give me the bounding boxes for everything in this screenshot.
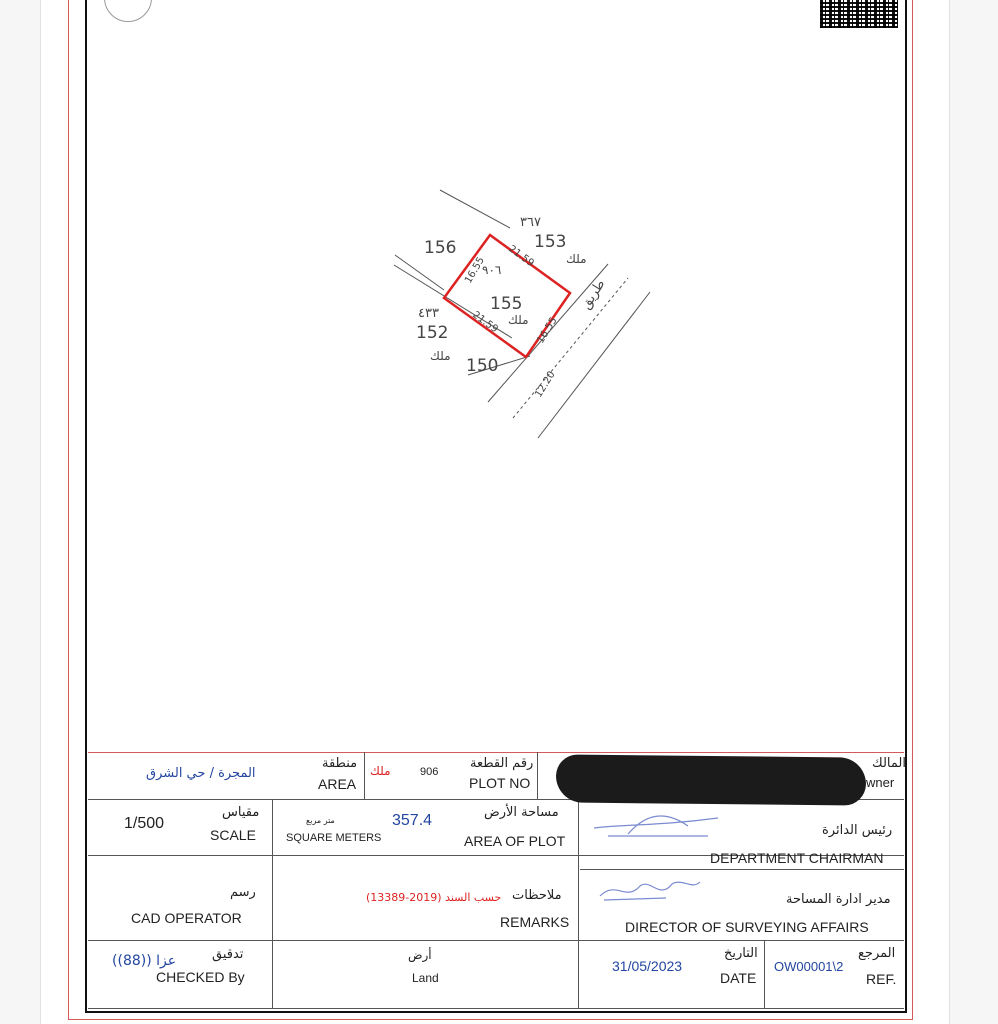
dept-chairman-label-ar: رئيس الدائرة [822,823,893,838]
col-divider [364,752,365,799]
checked-label-ar: تدقيق [212,947,244,962]
scale-label-en: SCALE [210,827,256,843]
date-label-en: DATE [720,970,757,986]
road-centre-line [513,278,628,418]
dim-top: 21.59 [506,243,536,270]
owner-label-en: wner [866,775,895,790]
plot-area-value: 357.4 [392,812,433,829]
owner-name-redacted [556,754,866,805]
date-value: 31/05/2023 [612,958,683,974]
land-label-ar: أرض [408,948,432,962]
owned-label-153: ملك [566,252,587,266]
chairman-signature [588,806,728,840]
row-divider [580,869,904,870]
owned-label-155: ملك [508,313,529,327]
col-divider [537,752,538,799]
plot-153-label: 153 [534,232,567,252]
plot-155-label: 155 [490,294,523,314]
dim-left: 16.55 [463,255,487,286]
plot-no-value: 906 [420,766,439,778]
cad-operator-label-en: CAD OPERATOR [131,910,242,926]
col-divider [764,940,765,1008]
boundary-line [395,255,444,290]
scale-value: 1/500 [124,815,165,832]
plot-area-label-ar: مساحة الأرض [484,805,559,820]
unit-label-en: SQUARE METERS [286,832,382,844]
ref-value: OW00001\2 [774,959,844,974]
director-label-ar: مدير ادارة المساحة [786,892,891,907]
director-label-en: DIRECTOR OF SURVEYING AFFAIRS [625,919,869,935]
ref-label-ar: المرجع [858,946,896,961]
plot-150-label: 150 [466,356,499,376]
remarks-label-ar: ملاحظات [512,888,562,903]
ref-label-en: REF. [866,971,897,987]
scale-label-ar: مقياس [222,805,260,820]
dim-right: 16.55 [535,315,560,346]
checked-value: عزا ((88)) [112,953,177,969]
checked-label-en: CHECKED By [156,969,245,985]
cad-operator-label-ar: رسم [230,885,256,900]
neighbour-number-433: ٤٣٣ [418,306,439,321]
plot-152-label: 152 [416,323,449,343]
boundary-line [440,190,510,228]
date-label-ar: التاريخ [724,946,758,961]
col-divider [578,799,579,1009]
plot-no-label-en: PLOT NO [469,775,531,791]
plot-no-label-ar: رقم القطعة [470,756,534,771]
plot-number-906: ٩٠٦ [482,263,502,277]
dim-road: 12.20 [533,369,558,400]
plot-156-label: 156 [424,238,457,258]
land-label-en: Land [412,971,439,985]
director-signature [596,876,706,906]
row-divider [88,940,904,941]
remarks-value: حسب السند (2019-13389) [366,891,502,904]
dim-bottom: 21.59 [470,309,500,336]
ownership-type: ملك [370,764,391,778]
area-label-ar: منطقة [322,756,358,771]
plot-area-label-en: AREA OF PLOT [464,833,566,849]
road-label: طريق [578,277,609,313]
area-value: المجرة / حي الشرق [146,766,256,781]
dept-chairman-label-en: DEPARTMENT CHAIRMAN [710,850,884,866]
table-top-line [88,752,904,753]
remarks-label-en: REMARKS [500,914,570,930]
area-label-en: AREA [318,776,357,792]
neighbour-number-367: ٣٦٧ [520,215,541,230]
col-divider [272,799,273,1009]
table-bottom-line [88,1008,904,1009]
unit-label-ar: متر مربع [306,816,335,825]
owned-label-152: ملك [430,349,451,363]
owner-label-ar: المالك [872,756,906,771]
